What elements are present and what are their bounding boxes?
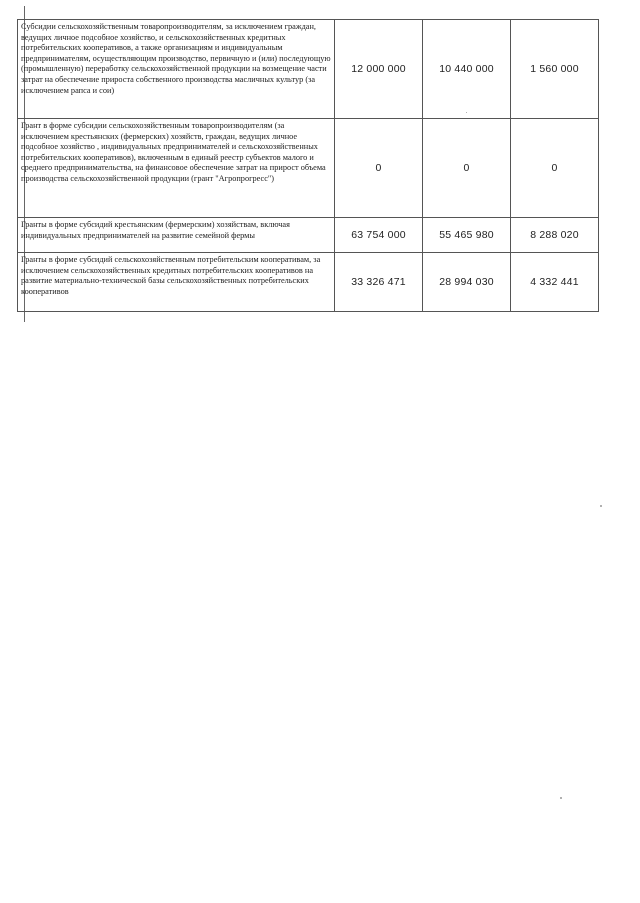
row-description-cell bbox=[18, 20, 335, 119]
scan-speck bbox=[560, 797, 562, 799]
row-description: Субсидии сельскохозяйственным товаропроизводителям, за исключением граждан, ведущих личное подсобное хозяйство, и сельскохозяйственных кредитных потребительских кооперативов, а также организациям и индивидуальным предпринимателям, осуществляющим производство, первичную и (или) последующую (промышленную) переработку сельскохозяйственной продукции на возмещение части затрат на обеспечение прироста собственного производства масличных культур (за исключением рапса и сои) bbox=[21, 22, 331, 95]
value-cell-third: 1 560 000 bbox=[511, 20, 599, 119]
value-cell-total: 0 bbox=[335, 119, 423, 218]
value-cell-second: 10 440 000 bbox=[423, 20, 511, 119]
row-description: Гранты в форме субсидий крестьянским (фермерским) хозяйствам, включая индивидуальных предпринимателей на развитие семейной фермы bbox=[21, 220, 290, 240]
row-description-cell bbox=[18, 253, 335, 312]
value-cell-third: 8 288 020 bbox=[511, 218, 599, 253]
row-description-cell bbox=[18, 119, 335, 218]
scan-speck bbox=[466, 112, 467, 113]
value-cell-total: 12 000 000 bbox=[335, 20, 423, 119]
value-cell-second: 55 465 980 bbox=[423, 218, 511, 253]
table-row bbox=[18, 218, 599, 253]
value-cell-total: 63 754 000 bbox=[335, 218, 423, 253]
value-cell-total: 33 326 471 bbox=[335, 253, 423, 312]
table-row bbox=[18, 20, 599, 119]
row-description-cell bbox=[18, 218, 335, 253]
value-cell-third: 0 bbox=[511, 119, 599, 218]
value-cell-third: 4 332 441 bbox=[511, 253, 599, 312]
subsidy-table bbox=[17, 19, 599, 312]
row-description: Грант в форме субсидии сельскохозяйственным товаропроизводителям (за исключением крестьянских (фермерских) хозяйств, граждан, ведущих личное подсобное хозяйство , индивидуальных предпринимателей и сельскохозяйственных потребительских кооперативов), включенным в единый реестр субъектов малого и среднего предпринимательства, на финансовое обеспечение затрат на прирост объема производства сельскохозяйственной продукции (грант "Агропрогресс") bbox=[21, 121, 326, 183]
table-row bbox=[18, 253, 599, 312]
row-description: Гранты в форме субсидий сельскохозяйственным потребительским кооперативам, за исключением сельскохозяйственных кредитных потребительских кооперативов на развитие материально-технической базы сельскохозяйственных потребительских кооперативов bbox=[21, 255, 321, 296]
value-cell-second: 0 bbox=[423, 119, 511, 218]
scan-speck bbox=[600, 505, 602, 507]
table-row bbox=[18, 119, 599, 218]
value-cell-second: 28 994 030 bbox=[423, 253, 511, 312]
